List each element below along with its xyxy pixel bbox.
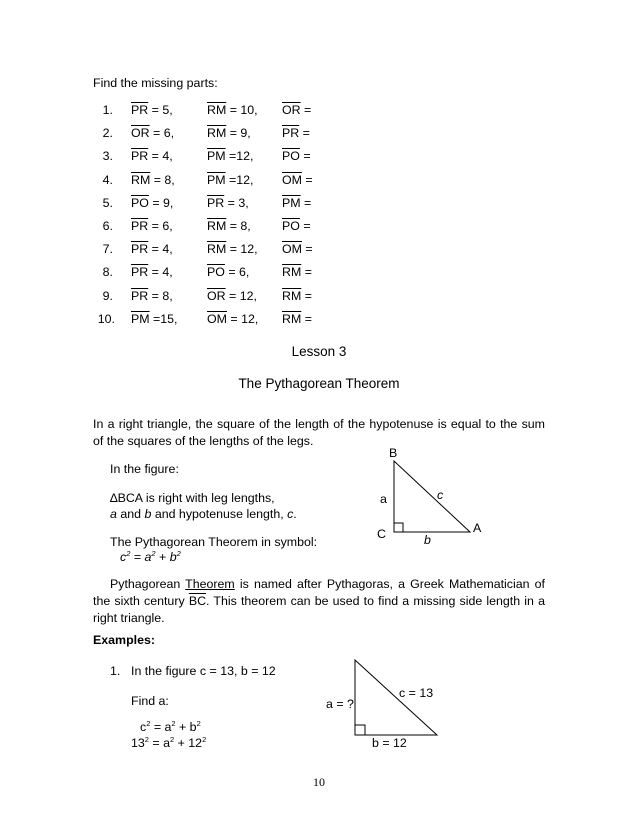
- eq1-lhs: c: [140, 720, 147, 734]
- eq1-plus: + b: [175, 720, 197, 734]
- eq1-exp1: 2: [146, 718, 151, 728]
- example-1-given: In the figure c = 13, b = 12: [131, 664, 276, 678]
- vertex-b-label: B: [389, 446, 398, 460]
- desc-period: .: [293, 507, 297, 521]
- leg-a-italic: a: [110, 507, 117, 521]
- exercise-row: [0, 103, 638, 121]
- segment-value: = 8,: [148, 288, 173, 303]
- examples-heading: Examples:: [93, 633, 155, 647]
- segment-name: $\overline{PR}$: [282, 126, 300, 141]
- exercise-number: 9.: [102, 288, 113, 303]
- formula-plus: +: [155, 550, 170, 564]
- segment-equals: =: [301, 311, 312, 326]
- desc-and: and: [116, 507, 145, 521]
- formula-b: b: [169, 550, 177, 564]
- formula-exp-c: 2: [126, 548, 131, 558]
- segment-name: $\overline{RM}$: [282, 311, 302, 326]
- missing-segment: [282, 289, 312, 303]
- given-segment-1: [131, 265, 173, 279]
- missing-segment: [282, 149, 311, 163]
- formula-exp-a: 2: [151, 548, 156, 558]
- given-segment-2: [207, 242, 258, 256]
- segment-equals: =: [299, 149, 311, 164]
- segment-name: $\overline{PO}$: [282, 219, 300, 233]
- segment-equals: =: [299, 219, 311, 233]
- history-bc: $\overline{BC}$: [188, 594, 207, 608]
- segment-equals: =: [300, 103, 312, 117]
- history-theorem: Theorem: [185, 577, 235, 591]
- given-segment-2: [207, 265, 249, 279]
- formula-c: c: [120, 550, 127, 564]
- segment-equals: =: [299, 126, 310, 141]
- exercise-number: 8.: [102, 265, 113, 280]
- segment-name: $\overline{OM}$: [282, 172, 302, 187]
- side-b-label: b: [424, 533, 431, 547]
- eq2-exp2: 2: [169, 734, 175, 744]
- exercise-number: 2.: [102, 126, 113, 141]
- segment-name: $\overline{OR}$: [282, 103, 301, 117]
- missing-segment: [282, 126, 310, 140]
- segment-name: $\overline{OR}$: [131, 126, 150, 141]
- segment-value: = 4,: [148, 149, 173, 164]
- missing-segment: [282, 242, 313, 256]
- triangle-bca: [394, 461, 470, 532]
- given-segment-1: [131, 173, 175, 187]
- segment-value: = 10,: [226, 103, 258, 117]
- segment-value: = 8,: [150, 172, 175, 187]
- exercise-number: 4.: [102, 172, 113, 187]
- segment-name: $\overline{RM}$: [207, 219, 227, 233]
- right-angle-marker-example: [355, 725, 365, 735]
- segment-value: = 6,: [149, 126, 175, 141]
- intro-text: In a right triangle, the square of the length of the hypotenuse is equal to the sum of the squares of the lengths of the legs.: [93, 417, 545, 448]
- example-side-a-label: a = ?: [326, 697, 354, 711]
- given-segment-2: [207, 289, 257, 303]
- segment-name: $\overline{PR}$: [131, 288, 149, 303]
- symbol-label: The Pythagorean Theorem in symbol:: [110, 535, 318, 549]
- eq1-exp2: 2: [171, 718, 176, 728]
- hyp-c-italic: c: [287, 507, 294, 521]
- given-segment-1: [131, 289, 173, 303]
- segment-value: =12,: [225, 172, 254, 187]
- instruction-text: Find the missing parts:: [93, 76, 218, 90]
- given-segment-1: [131, 196, 173, 210]
- exercise-number: 5.: [102, 195, 113, 210]
- page-number: 10: [313, 775, 325, 789]
- segment-value: =15,: [149, 311, 178, 326]
- segment-name: $\overline{PO}$: [131, 195, 149, 210]
- example-1-eq2: [131, 736, 206, 750]
- missing-segment: [282, 312, 312, 326]
- segment-name: $\overline{OM}$: [207, 311, 227, 326]
- segment-name: $\overline{PO}$: [282, 149, 300, 164]
- segment-name: $\overline{PO}$: [207, 265, 225, 280]
- exercise-number: 6.: [102, 219, 113, 233]
- exercise-row: [0, 289, 638, 307]
- formula-exp-b: 2: [176, 548, 181, 558]
- side-a-label: a: [380, 492, 387, 506]
- eq2-plus: + 12: [174, 736, 203, 750]
- segment-value: = 12,: [226, 242, 258, 257]
- segment-value: = 6,: [148, 219, 173, 233]
- exercise-row: [0, 242, 638, 260]
- missing-segment: [282, 219, 311, 233]
- figure-desc-line1: ∆BCA is right with leg lengths,: [110, 491, 275, 505]
- formula-a: a: [144, 550, 152, 564]
- intro-paragraph: [93, 416, 545, 450]
- segment-equals: =: [301, 265, 312, 280]
- vertex-a-label: A: [473, 521, 482, 535]
- desc-hyp: and hypotenuse length,: [151, 507, 288, 521]
- exercise-row: [0, 173, 638, 191]
- vertex-c-label: C: [377, 527, 386, 541]
- segment-equals: =: [301, 172, 313, 187]
- exercise-number: 7.: [102, 242, 113, 257]
- segment-value: = 4,: [148, 265, 173, 280]
- history-part2: is named after Pythagoras, a Greek Mathematician of the sixth century: [93, 577, 545, 608]
- segment-name: $\overline{RM}$: [207, 242, 227, 257]
- exercise-row: [0, 219, 638, 237]
- segment-name: $\overline{PR}$: [131, 149, 149, 164]
- figure-intro: In the figure:: [110, 462, 179, 476]
- segment-name: $\overline{RM}$: [282, 265, 302, 280]
- exercise-number: 1.: [102, 103, 113, 117]
- segment-name: $\overline{OR}$: [207, 288, 226, 303]
- exercise-row: [0, 126, 638, 144]
- segment-name: $\overline{PR}$: [131, 219, 149, 233]
- eq1-mid: = a: [150, 720, 172, 734]
- segment-name: $\overline{PR}$: [131, 103, 149, 117]
- eq2-lhs: 13: [131, 736, 145, 750]
- history-paragraph: [93, 576, 545, 627]
- given-segment-2: [207, 196, 249, 210]
- segment-value: = 3,: [224, 195, 249, 210]
- right-angle-marker-c: [394, 523, 403, 532]
- missing-segment: [282, 103, 311, 117]
- lesson-title: The Pythagorean Theorem: [238, 376, 400, 391]
- given-segment-1: [131, 126, 174, 140]
- segment-value: = 12,: [226, 311, 259, 326]
- segment-name: $\overline{OM}$: [282, 242, 302, 257]
- example-1-find: Find a:: [131, 694, 169, 708]
- exercise-row: [0, 265, 638, 283]
- eq1-exp3: 2: [196, 718, 201, 728]
- segment-name: $\overline{PR}$: [131, 265, 149, 280]
- segment-value: =12,: [225, 149, 254, 164]
- segment-equals: =: [301, 288, 312, 303]
- history-part3: . This theorem can be used to find a missing side length in a right triangle.: [93, 594, 545, 625]
- exercise-row: [0, 196, 638, 214]
- segment-name: $\overline{RM}$: [207, 103, 227, 117]
- segment-value: = 9,: [148, 195, 174, 210]
- segment-name: $\overline{RM}$: [207, 126, 227, 141]
- exercise-number: 10.: [97, 311, 115, 326]
- given-segment-2: [207, 103, 258, 117]
- side-c-label: c: [437, 488, 444, 502]
- given-segment-2: [207, 312, 258, 326]
- example-1-eq1: [140, 720, 201, 734]
- eq2-exp1: 2: [144, 734, 149, 744]
- segment-name: $\overline{PM}$: [207, 149, 226, 164]
- history-part1: Pythagorean: [110, 577, 186, 591]
- given-segment-1: [131, 219, 173, 233]
- segment-value: = 4,: [148, 242, 173, 257]
- segment-name: $\overline{PM}$: [282, 195, 301, 210]
- given-segment-2: [207, 126, 251, 140]
- segment-value: = 6,: [224, 265, 250, 280]
- given-segment-1: [131, 242, 173, 256]
- missing-segment: [282, 265, 312, 279]
- eq2-exp3: 2: [202, 734, 207, 744]
- segment-value: = 9,: [226, 126, 251, 141]
- segment-name: $\overline{PM}$: [131, 311, 150, 326]
- segment-name: $\overline{PR}$: [131, 242, 149, 257]
- exercise-row: [0, 149, 638, 167]
- missing-segment: [282, 173, 313, 187]
- segment-equals: =: [300, 195, 312, 210]
- example-side-b-label: b = 12: [372, 736, 407, 750]
- given-segment-1: [131, 149, 173, 163]
- missing-segment: [282, 196, 311, 210]
- segment-value: = 12,: [225, 288, 257, 303]
- figure-desc-line2: [110, 507, 297, 521]
- given-segment-2: [207, 219, 251, 233]
- example-1-number: 1.: [110, 664, 121, 678]
- segment-equals: =: [301, 242, 313, 257]
- segment-name: $\overline{PR}$: [207, 195, 225, 210]
- given-segment-1: [131, 312, 178, 326]
- segment-name: $\overline{RM}$: [282, 288, 302, 303]
- example-side-c-label: c = 13: [399, 686, 434, 700]
- formula-eq: =: [130, 550, 145, 564]
- segment-value: = 8,: [226, 219, 251, 233]
- given-segment-2: [207, 149, 254, 163]
- theorem-formula: [120, 550, 181, 564]
- exercise-row: [0, 312, 638, 330]
- exercise-number: 3.: [102, 149, 113, 164]
- segment-name: $\overline{RM}$: [131, 172, 151, 187]
- eq2-mid: = a: [148, 736, 170, 750]
- lesson-label: Lesson 3: [291, 344, 347, 359]
- segment-value: = 5,: [148, 103, 173, 117]
- given-segment-1: [131, 103, 173, 117]
- leg-b-italic: b: [144, 507, 152, 521]
- given-segment-2: [207, 173, 254, 187]
- segment-name: $\overline{PM}$: [207, 172, 226, 187]
